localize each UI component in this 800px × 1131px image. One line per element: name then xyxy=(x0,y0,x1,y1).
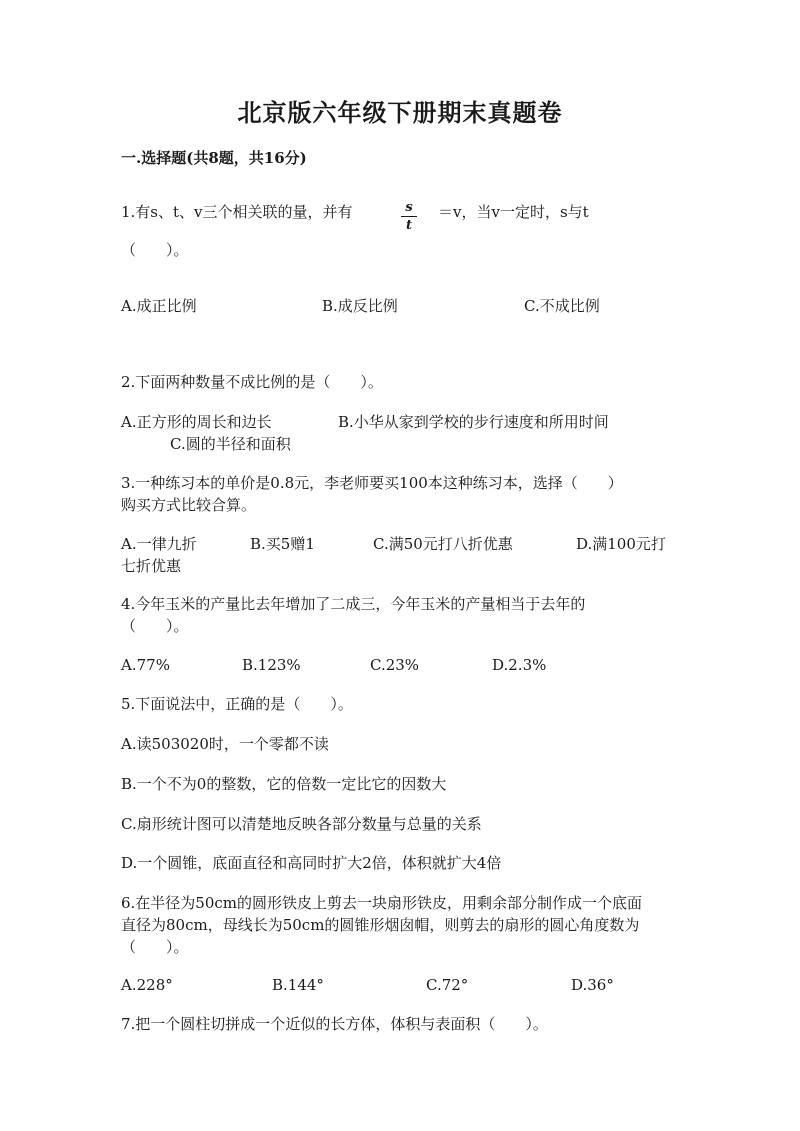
option-b[interactable]: B.一个不为0的整数，它的倍数一定比它的因数大 xyxy=(121,775,447,793)
fraction-s-over-t xyxy=(399,200,419,233)
fraction-bar xyxy=(401,216,417,217)
fraction-denominator: t xyxy=(405,218,412,233)
option-c[interactable]: C.扇形统计图可以清楚地反映各部分数量与总量的关系 xyxy=(121,815,482,833)
option-d[interactable]: D.36° xyxy=(571,976,614,994)
option-a[interactable]: A.成正比例 xyxy=(121,297,197,315)
option-a[interactable]: A.正方形的周长和边长 xyxy=(121,413,272,431)
question-2-stem: 2.下面两种数量不成比例的是（ ）。 xyxy=(121,373,383,391)
option-d[interactable]: D.2.3% xyxy=(492,656,547,674)
section-heading: 一.选择题(共8题，共16分) xyxy=(121,149,307,167)
option-a[interactable]: A.读503020时，一个零都不读 xyxy=(121,735,329,753)
question-1-stem-end: ＝v，当v一定时，s与t xyxy=(438,203,589,221)
option-d[interactable]: D.满100元打 xyxy=(576,535,666,553)
option-c[interactable]: C.圆的半径和面积 xyxy=(170,435,291,453)
option-c[interactable]: C.23% xyxy=(370,656,420,674)
question-6-stem-line-1: 6.在半径为50cm的圆形铁皮上剪去一块扇形铁皮，用剩余部分制作成一个底面 xyxy=(121,894,643,912)
question-6-stem-line-3: （ ）。 xyxy=(121,938,189,956)
option-a[interactable]: A.228° xyxy=(121,976,173,994)
option-b[interactable]: B.123% xyxy=(242,656,301,674)
question-3-stem-line-2: 购买方式比较合算。 xyxy=(121,496,257,514)
option-a[interactable]: A.一律九折 xyxy=(121,535,197,553)
question-4-stem-line-1: 4.今年玉米的产量比去年增加了二成三，今年玉米的产量相当于去年的 xyxy=(121,595,586,613)
option-b[interactable]: B.成反比例 xyxy=(322,297,398,315)
question-5-stem: 5.下面说法中，正确的是（ ）。 xyxy=(121,695,353,713)
option-c[interactable]: C.不成比例 xyxy=(524,297,600,315)
option-b[interactable]: B.144° xyxy=(272,976,324,994)
question-6-stem-line-2: 直径为80cm，母线长为50cm的圆锥形烟囱帽，则剪去的扇形的圆心角度数为 xyxy=(121,916,640,934)
option-d-continued: 七折优惠 xyxy=(121,557,182,575)
fraction-numerator: s xyxy=(405,200,413,215)
question-1-stem-start: 1.有s、t、v三个相关联的量，并有 xyxy=(121,203,353,221)
option-b[interactable]: B.买5赠1 xyxy=(250,535,315,553)
question-1-blank: （ ）。 xyxy=(121,241,189,259)
page-title: 北京版六年级下册期末真题卷 xyxy=(237,98,563,127)
question-3-stem-line-1: 3.一种练习本的单价是0.8元，李老师要买100本这种练习本，选择（ ） xyxy=(121,474,623,492)
option-a[interactable]: A.77% xyxy=(121,656,170,674)
option-b[interactable]: B.小华从家到学校的步行速度和所用时间 xyxy=(338,413,609,431)
option-c[interactable]: C.72° xyxy=(426,976,469,994)
option-d[interactable]: D.一个圆锥，底面直径和高同时扩大2倍，体积就扩大4倍 xyxy=(121,854,502,872)
question-7-stem: 7.把一个圆柱切拼成一个近似的长方体，体积与表面积（ ）。 xyxy=(121,1015,548,1033)
question-4-stem-line-2: （ ）。 xyxy=(121,617,189,635)
option-c[interactable]: C.满50元打八折优惠 xyxy=(373,535,513,553)
